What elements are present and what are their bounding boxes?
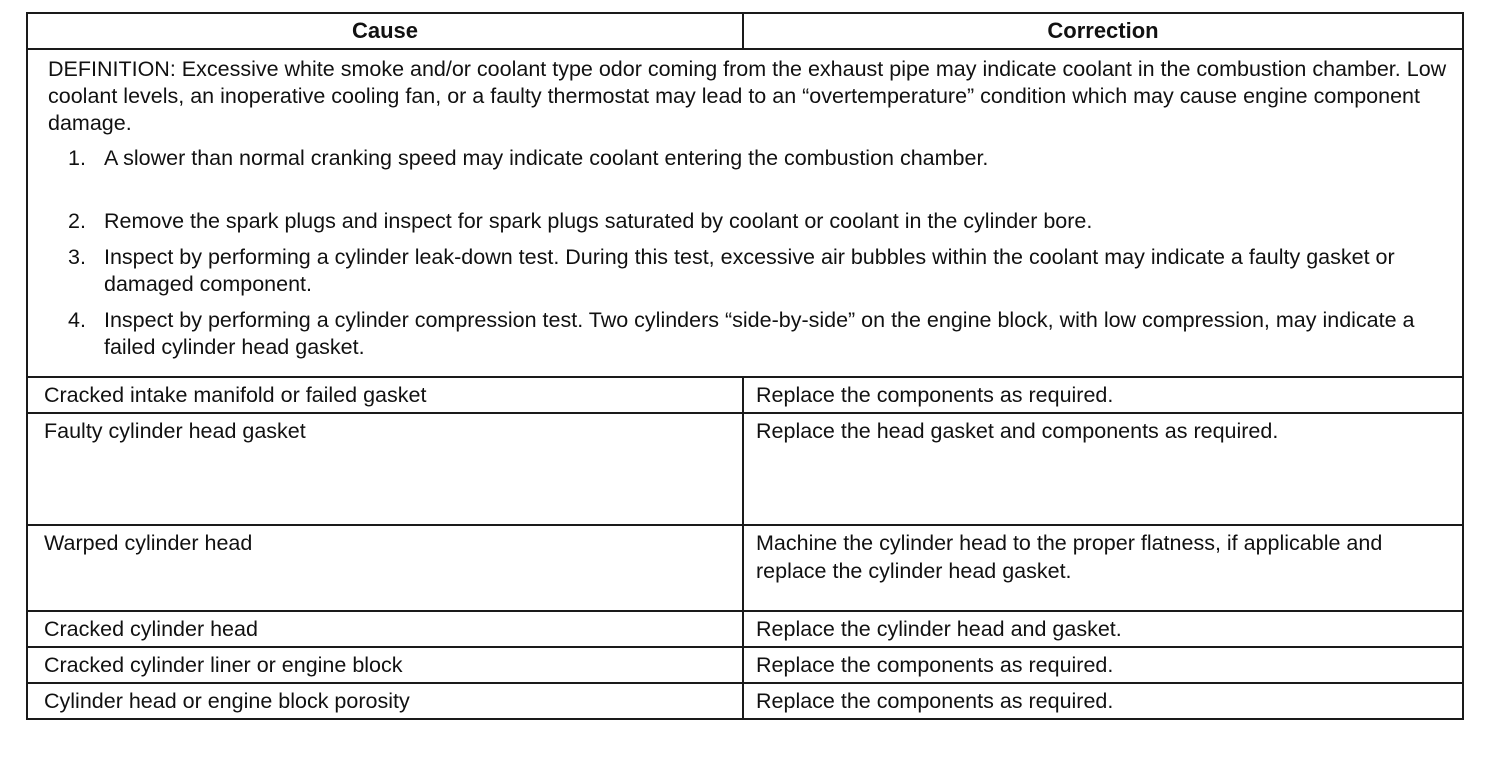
step-number: 3. (68, 245, 86, 269)
step-number: 2. (68, 209, 86, 233)
correction-cell: Replace the head gasket and components as required. (743, 413, 1463, 525)
correction-cell: Machine the cylinder head to the proper flatness, if applicable and replace the cylinder head gasket. (743, 525, 1463, 611)
definition-row (27, 49, 1463, 377)
diagnosis-table (26, 12, 1464, 720)
step-item (48, 208, 1454, 235)
table-row (27, 525, 1463, 611)
correction-header: Correction (743, 13, 1463, 49)
cause-cell: Warped cylinder head (27, 525, 743, 611)
table-row (27, 683, 1463, 719)
step-item (48, 307, 1454, 361)
definition-cell (27, 49, 1463, 377)
step-text: Remove the spark plugs and inspect for spark plugs saturated by coolant or coolant in the cylinder bore. (104, 209, 1093, 233)
cause-header: Cause (27, 13, 743, 49)
step-item (48, 145, 1454, 172)
step-number: 4. (68, 308, 86, 332)
definition-text: DEFINITION: Excessive white smoke and/or coolant type odor coming from the exhaust pipe may indicate coolant in the combustion chamber. Low coolant levels, an inoperative cooling fan, or a faulty thermostat may lead to an “overtemperature” condition which may cause engine component damage. (48, 57, 1447, 135)
table-row (27, 413, 1463, 525)
cause-cell: Faulty cylinder head gasket (27, 413, 743, 525)
cause-cell: Cracked cylinder head (27, 611, 743, 647)
inspection-steps (48, 145, 1454, 361)
correction-cell: Replace the components as required. (743, 683, 1463, 719)
table-row (27, 647, 1463, 683)
correction-cell: Replace the components as required. (743, 377, 1463, 413)
table-row (27, 611, 1463, 647)
table-row (27, 377, 1463, 413)
cause-cell: Cracked cylinder liner or engine block (27, 647, 743, 683)
step-text: Inspect by performing a cylinder leak-down test. During this test, excessive air bubbles within the coolant may indicate a faulty gasket or damaged component. (104, 245, 1395, 296)
step-number: 1. (68, 146, 86, 170)
step-item (48, 244, 1454, 298)
cause-cell: Cylinder head or engine block porosity (27, 683, 743, 719)
header-row (27, 13, 1463, 49)
step-text: Inspect by performing a cylinder compression test. Two cylinders “side-by-side” on the engine block, with low compression, may indicate a failed cylinder head gasket. (104, 308, 1415, 359)
step-text: A slower than normal cranking speed may indicate coolant entering the combustion chamber. (104, 146, 989, 170)
correction-cell: Replace the cylinder head and gasket. (743, 611, 1463, 647)
correction-cell: Replace the components as required. (743, 647, 1463, 683)
cause-cell: Cracked intake manifold or failed gasket (27, 377, 743, 413)
